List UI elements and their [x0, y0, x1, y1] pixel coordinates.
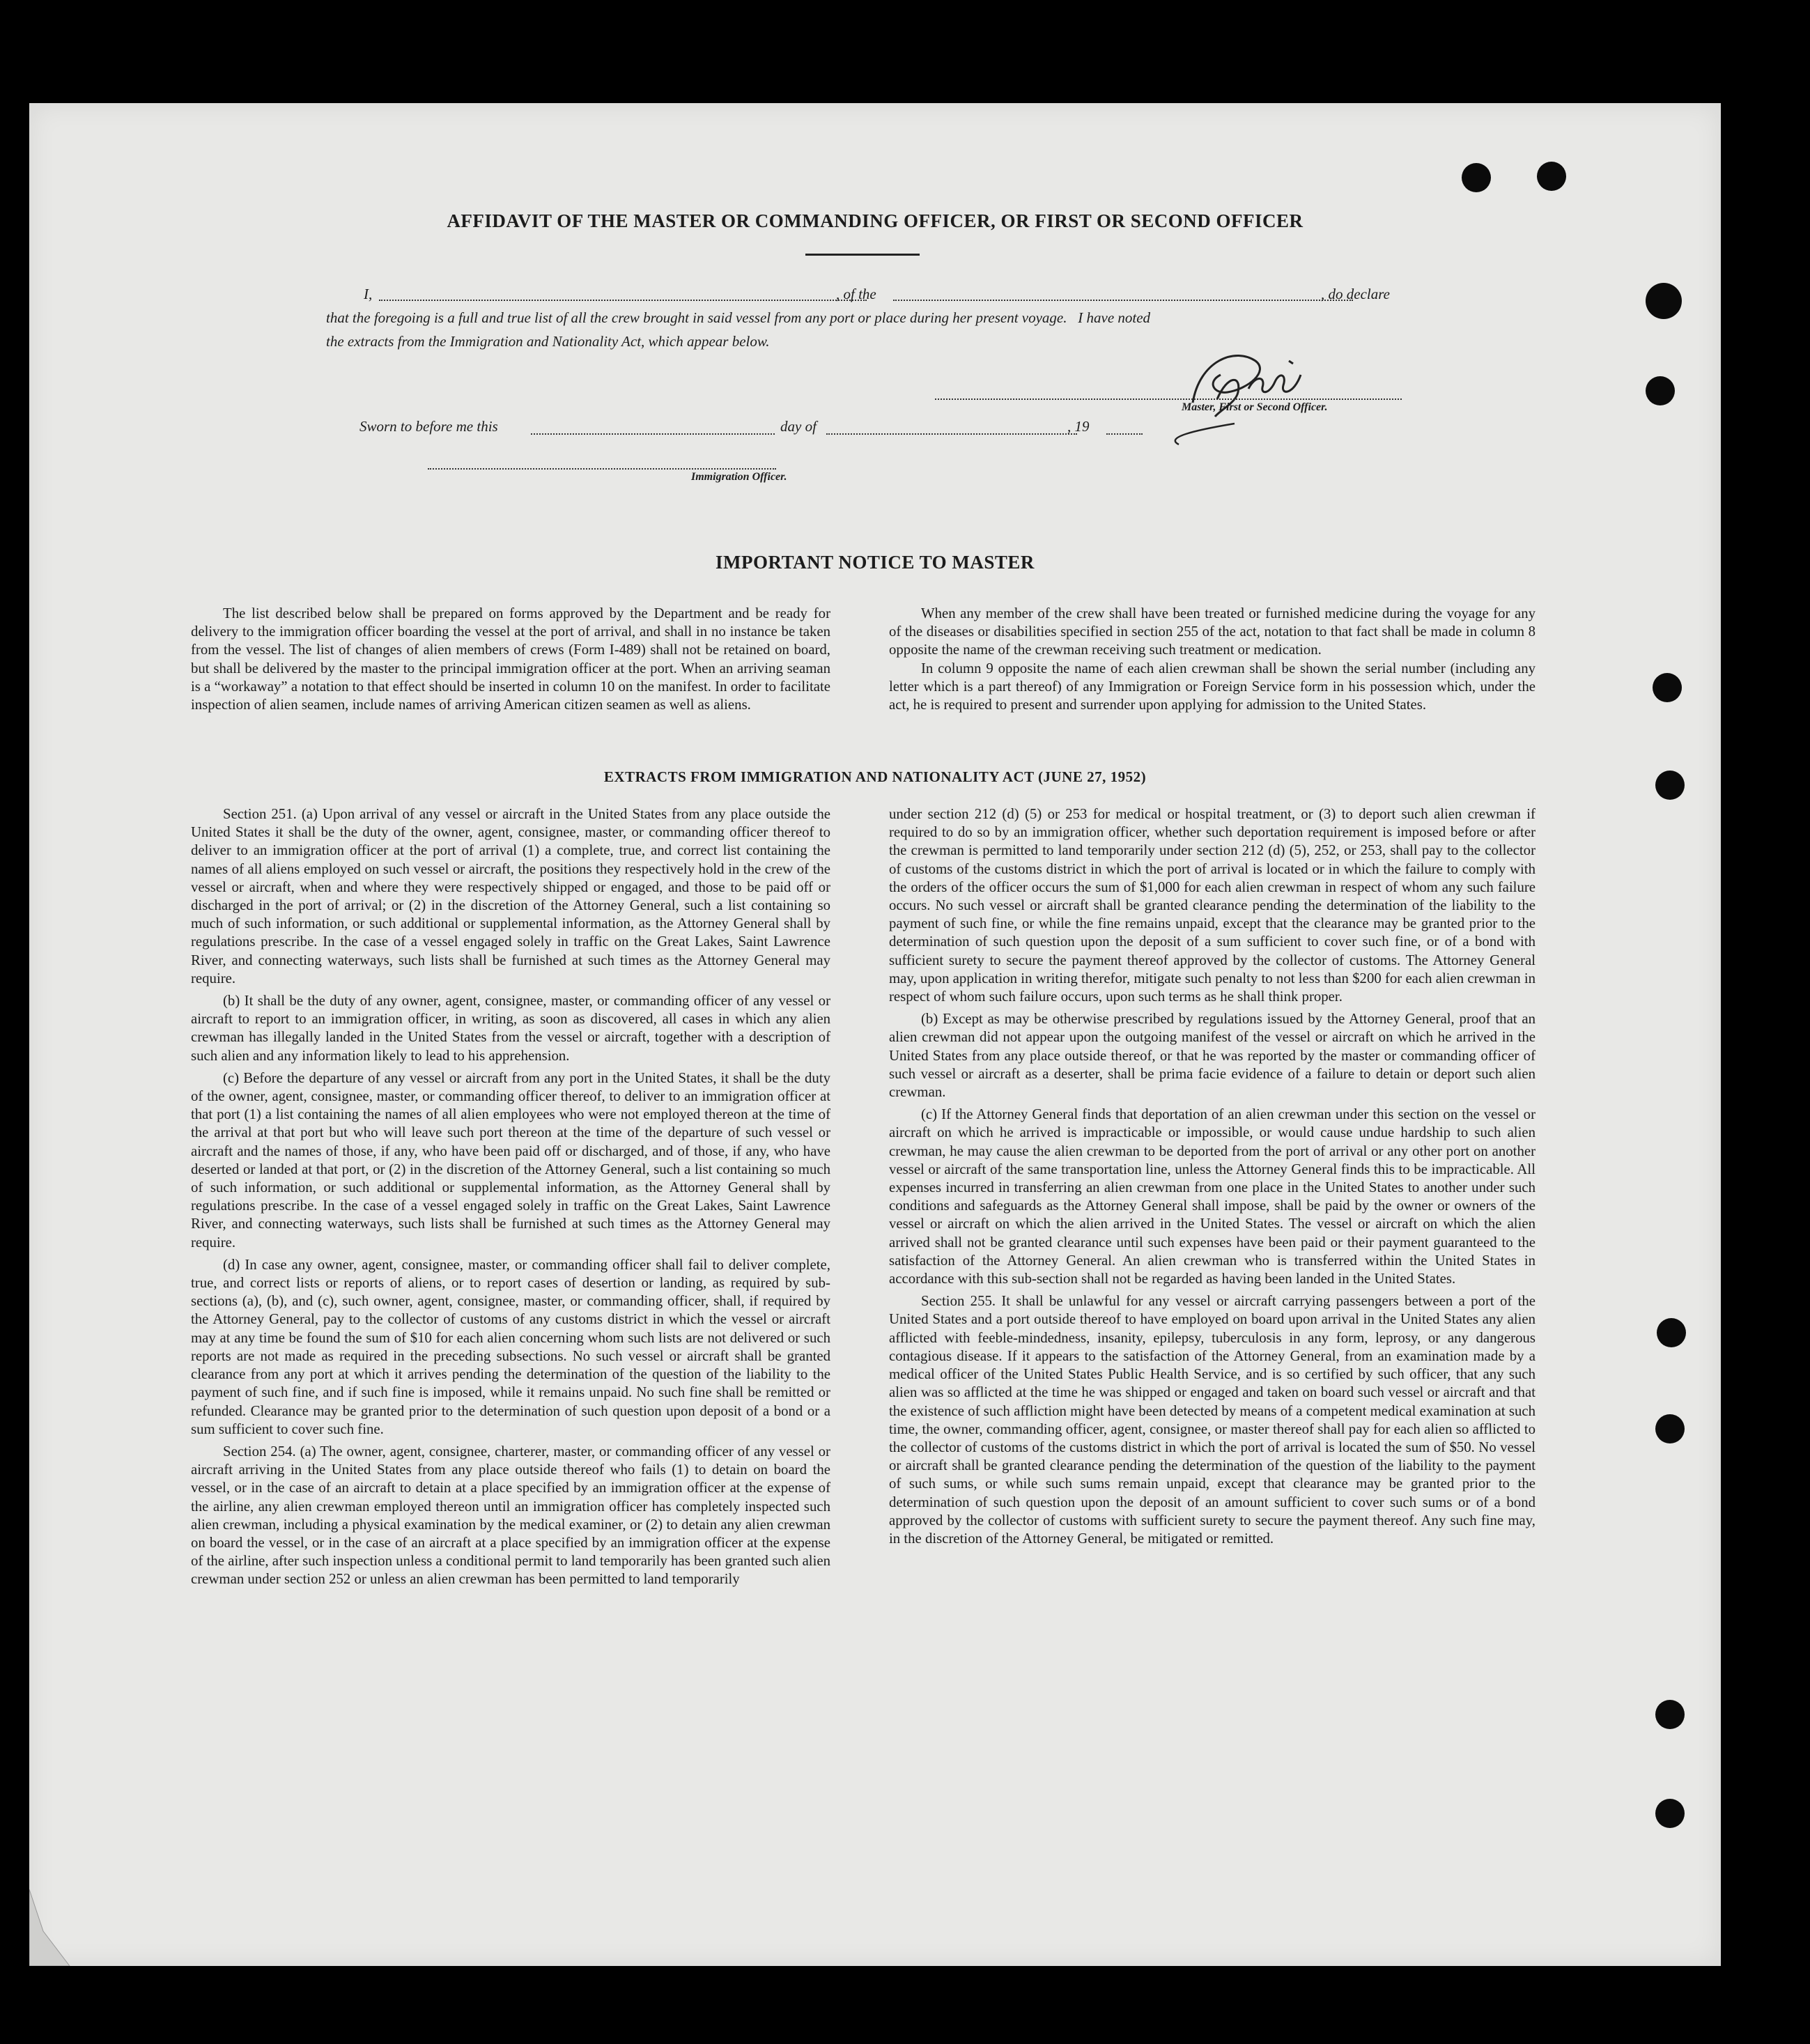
- notice-right-paragraph-2: In column 9 opposite the name of each alien crewman shall be shown the serial number (including any letter which is a part thereof) of any Immigration or Foreign Service form in his possession which, under the act, he is required to present and surrender upon applying for admission to the United States.: [889, 660, 1536, 713]
- sworn-year-field: [1106, 433, 1143, 435]
- binder-hole: [1657, 1318, 1686, 1347]
- binder-hole: [1646, 376, 1675, 405]
- declarant-label: I,: [364, 286, 373, 302]
- sworn-month-field: [826, 433, 1077, 435]
- sworn-day-field: [531, 433, 775, 435]
- declaration-line-1: that the foregoing is a full and true list of all the crew brought in said vessel from any port or place during her present voyage. I have noted: [326, 309, 1151, 326]
- immigration-officer-caption: Immigration Officer.: [691, 471, 787, 483]
- notice-right-paragraph-1: When any member of the crew shall have been treated or furnished medicine during the voyage for any of the diseases or disabilities specified in section 255 of the act, notation to that fact shall be made in column 8 opposite the name of the crewman receiving such treatment or medication.: [889, 605, 1536, 658]
- notice-left-paragraph: The list described below shall be prepared on forms approved by the Department and be ready for delivery to the immigration officer boarding the vessel at the port of arrival, and shall in no instance be taken from the vessel. The list of changes of alien members of crews (Form I-489) shall not be retained on board, but shall be delivered by the master to the principal immigration officer at the port. When an arriving seaman is a “workaway” a notation to that effect should be inserted in column 10 on the manifest. In order to facilitate inspection of alien seamen, include names of arriving American citizen seamen as well as aliens.: [191, 605, 830, 713]
- master-signature: [1151, 333, 1332, 451]
- extract-paragraph: (b) Except as may be otherwise prescribed by regulations issued by the Attorney General, proof that an alien crewman did not appear upon the outgoing manifest of the vessel or aircraft on which he arrived in the United States from any place outside thereof, or that he was reported by the master or commanding officer of such vessel or aircraft as a deserter, shall be prima facie evidence of a failure to detain or deport such alien crewman.: [889, 1011, 1536, 1101]
- master-caption: Master, First or Second Officer.: [1182, 401, 1328, 413]
- extract-paragraph: (b) It shall be the duty of any owner, agent, consignee, master, or commanding officer of any vessel or aircraft to report to an immigration officer, in writing, as soon as discovered, all cases in which any alien crewman has illegally landed in the United States from the vessel or aircraft, together with a description of such alien and any information likely to lead to his apprehension.: [191, 993, 830, 1064]
- extracts-left-column: [191, 805, 830, 1593]
- binder-hole: [1537, 162, 1566, 191]
- vessel-name-field: [893, 300, 1353, 301]
- folded-corner: [29, 1889, 71, 1966]
- binder-hole: [1646, 283, 1682, 319]
- master-signature-line: [935, 398, 1402, 400]
- extract-paragraph: (c) Before the departure of any vessel or aircraft from any port in the United States, it shall be the duty of the owner, agent, consignee, master, or commanding officer thereof, to deliver to an immigration officer at that port (1) a list containing the names of all alien employees who were not employed thereon at the time of the arrival at that port but who will leave such port thereon at the time of the departure of such vessel or aircraft and the names of those, if any, who have been paid off or discharged, and of those, if any, who have deserted or landed at that port, or (2) in the discretion of the Attorney General, such a list containing so much of such information, or such additional or supplemental information, as the Attorney General shall by regulations prescribe. In the case of a vessel engaged solely in traffic on the Great Lakes, Saint Lawrence River, and connecting waterways, such lists shall be furnished at such times as the Attorney General may require.: [191, 1069, 830, 1251]
- binder-hole: [1653, 673, 1682, 702]
- document-page: [29, 103, 1721, 1966]
- binder-hole: [1655, 1799, 1685, 1828]
- extract-paragraph: under section 212 (d) (5) or 253 for medical or hospital treatment, or (3) to deport such alien crewman if required to do so by an immigration officer, whether such deportation requirement is imposed before or after the crewman is permitted to land temporarily under section 212 (d) (5), 252, or 253, shall pay to the collector of customs of the customs district in which the port of arrival is located or in which the failure to comply with the orders of the officer occurs the sum of $1,000 for each alien crewman in respect of whom any such failure occurs. No such vessel or aircraft shall be granted clearance pending the determination of the liability to the payment of such fine, or while the fine remains unpaid, except that the clearance may be granted prior to the determination of such question upon the deposit of a sum sufficient to cover such fine, or of a bond with sufficient surety to secure the payment thereof approved by the collector of customs. The Attorney General may, upon application in writing therefor, mitigate such penalty to not less than $200 for each alien crewman in respect of whom such failure occurs, upon such terms as he shall think proper.: [889, 806, 1536, 1005]
- immigration-officer-signature-line: [428, 468, 776, 470]
- extract-paragraph: Section 255. It shall be unlawful for any vessel or aircraft carrying passengers between a port of the United States and a port outside thereof to have employed on board upon arrival in the United States any alien afflicted with feeble-mindedness, insanity, epilepsy, tuberculosis in any form, leprosy, or any dangerous contagious disease. If it appears to the satisfaction of the Attorney General, from an examination made by a medical officer of the United States Public Health Service, and is so certified by such officer, that any such alien was so afflicted at the time he was shipped or engaged and taken on board such vessel or aircraft and that the existence of such affliction might have been detected by means of a competent medical examination at such time, the owner, commanding officer, agent, consignee, or master thereof shall pay for each alien so afflicted to the collector of customs of the customs district in which the port of arrival is located the sum of $50. No vessel or aircraft shall be granted clearance pending the determination of the question of the liability to the payment of such sums, or while such sums remain unpaid, except that clearance may be granted prior to the determination of such question upon the deposit of an amount sufficient to cover such sums or of a bond approved by the collector of customs with sufficient surety to secure the payment thereof. Any such fine may, in the discretion of the Attorney General, be mitigated or remitted.: [889, 1293, 1536, 1547]
- extract-paragraph: (d) In case any owner, agent, consignee, master, or commanding officer shall fail to deliver complete, true, and correct lists or reports of aliens, or to report cases of desertion or landing, as required by sub-sections (a), (b), and (c), such owner, agent, consignee, master, or commanding officer, shall, if required by the Attorney General, pay to the collector of customs of any customs district in which the vessel or aircraft may at any time be found the sum of $10 for each alien concerning whom such lists are not delivered or such reports are not made as required in the preceding subsections. No such vessel or aircraft shall be granted clearance from any port at which it arrives pending the determination of the question of the liability to the payment of such fine, and if such fine is imposed, while it remains unpaid. No such fine shall be remitted or refunded. Clearance may be granted prior to the determination of such question upon deposit of a bond or a sum sufficient to cover such fine.: [191, 1256, 830, 1437]
- of-the-label: , of the: [836, 286, 876, 302]
- extract-paragraph: Section 254. (a) The owner, agent, consignee, charterer, master, or commanding officer of any vessel or aircraft arriving in the United States from any place outside thereof who fails (1) to detain on board the vessel, or in the case of an aircraft to detain at a place specified by an immigration officer at the expense of the airline, any alien crewman employed thereon until an immigration officer has completely inspected such alien crewman, including a physical examination by the medical examiner, or (2) to detain any alien crewman on board the vessel, or in the case of an aircraft at a place specified by an immigration officer at the expense of the airline, after such inspection unless a conditional permit to land temporarily has been granted such alien crewman under section 252 or unless an alien crewman has been permitted to land temporarily: [191, 1443, 830, 1588]
- notice-left-column: [191, 605, 830, 718]
- day-of-label: day of: [780, 418, 817, 435]
- binder-hole: [1655, 1700, 1685, 1729]
- notice-right-column: [889, 605, 1536, 718]
- extract-paragraph: (c) If the Attorney General finds that deportation of an alien crewman under this section on the vessel or aircraft on which he arrived is impracticable or impossible, or would cause undue hardship to such alien crewman, he may cause the alien crewman to be deported from the port of arrival or any other port on another vessel or aircraft of the same transportation line, unless the Attorney General finds this to be impracticable. All expenses incurred in transferring an alien crewman from one place in the United States to another under such conditions and safeguards as the Attorney General shall impose, shall be paid by the owner or owners of the vessel or aircraft on which the alien arrived in the United States. The vessel or aircraft on which the alien arrived shall not be granted clearance until such expenses have been paid or their payment guaranteed to the satisfaction of the Attorney General. An alien crewman who is transferred within the United States in accordance with this sub-section shall not be regarded as having been landed in the United States.: [889, 1106, 1536, 1287]
- affidavit-title: AFFIDAVIT OF THE MASTER OR COMMANDING OFFICER, OR FIRST OR SECOND OFFICER: [447, 210, 1304, 231]
- declarant-name-field: [379, 300, 867, 301]
- notice-title: IMPORTANT NOTICE TO MASTER: [716, 552, 1035, 573]
- sworn-label: Sworn to before me this: [359, 418, 498, 435]
- title-underline: [805, 254, 920, 256]
- binder-hole: [1655, 1414, 1685, 1443]
- year-label: , 19: [1067, 418, 1090, 435]
- extracts-title: EXTRACTS FROM IMMIGRATION AND NATIONALITY ACT (JUNE 27, 1952): [603, 768, 1147, 785]
- extracts-right-column: [889, 805, 1536, 1552]
- extract-paragraph: Section 251. (a) Upon arrival of any vessel or aircraft in the United States from any place outside the United States it shall be the duty of the owner, agent, consignee, master, or commanding officer thereof to deliver to an immigration officer at the port of arrival (1) a complete, true, and correct list containing the names of all aliens employed on such vessel or aircraft, the positions they respectively hold in the crew of the vessel or aircraft, when and where they were respectively shipped or engaged, and those to be paid off or discharged in the port of arrival; or (2) in the discretion of the Attorney General, such a list containing so much of such information, or such additional or supplemental information, as the Attorney General shall by regulations prescribe. In the case of a vessel engaged solely in traffic on the Great Lakes, Saint Lawrence River, and connecting waterways, such lists shall be furnished at such times as the Attorney General may require.: [191, 806, 830, 986]
- do-declare-label: , do declare: [1321, 286, 1390, 302]
- binder-hole: [1462, 163, 1491, 192]
- declaration-line-2: the extracts from the Immigration and Nationality Act, which appear below.: [326, 333, 770, 350]
